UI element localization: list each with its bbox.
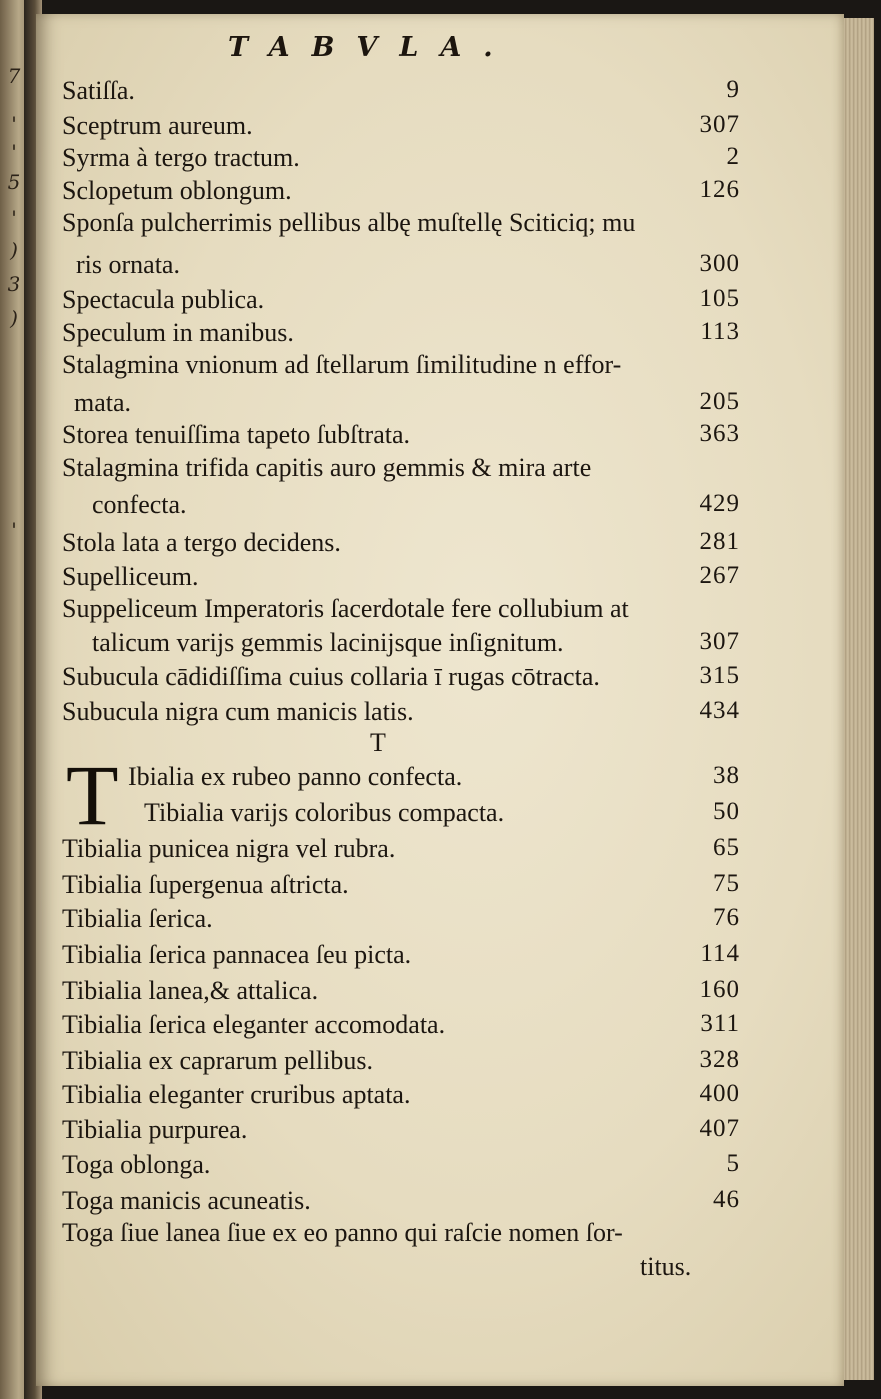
entry-page-number: 363 xyxy=(699,420,740,447)
index-entry xyxy=(62,662,742,698)
entry-page-number: 2 xyxy=(726,143,740,170)
entry-text: Sceptrum aureum. xyxy=(62,111,253,140)
index-entry xyxy=(62,250,742,286)
index-entry xyxy=(62,176,742,212)
entry-text: Supelliceum. xyxy=(62,562,199,591)
entry-text: Stalagmina vnionum ad ſtellarum ſimilitudine n effor- xyxy=(62,350,622,379)
entry-text: Sponſa pulcherrimis pellibus albę muſtellę Sciticiq; mu xyxy=(62,208,636,237)
index-entry xyxy=(62,904,742,940)
index-entry xyxy=(62,388,742,424)
entry-page-number: 113 xyxy=(700,318,740,345)
index-entry xyxy=(62,1080,742,1116)
entry-page-number: 315 xyxy=(699,662,740,689)
index-entry xyxy=(62,1150,742,1186)
margin-stub: ' xyxy=(11,112,17,136)
index-entry xyxy=(62,1218,742,1254)
index-entry xyxy=(62,1115,742,1151)
entry-text: Tibialia ſerica eleganter accomodata. xyxy=(62,1010,446,1039)
entry-text: Toga oblonga. xyxy=(62,1150,211,1179)
entry-page-number: 429 xyxy=(699,490,740,517)
entry-page-number: 5 xyxy=(726,1150,740,1177)
index-entry xyxy=(62,940,742,976)
index-entry xyxy=(62,697,742,733)
index-entry xyxy=(62,834,742,870)
entry-page-number: 65 xyxy=(713,834,740,861)
entry-text: Sclopetum oblongum. xyxy=(62,176,292,205)
index-entry xyxy=(62,350,742,386)
index-entry xyxy=(62,208,742,244)
index-entry xyxy=(62,420,742,456)
index-entry xyxy=(640,1252,740,1288)
entry-text: Subucula nigra cum manicis latis. xyxy=(62,697,414,726)
index-entry xyxy=(62,1010,742,1046)
entry-text: Toga ſiue lanea ſiue ex eo panno qui raſcie nomen ſor- xyxy=(62,1218,623,1247)
index-entry xyxy=(62,490,742,526)
entry-page-number: 311 xyxy=(700,1010,740,1037)
entry-text: Storea tenuiſſima tapeto ſubſtrata. xyxy=(62,420,411,449)
margin-stub: 3 xyxy=(7,272,21,296)
entry-text: Tibialia purpurea. xyxy=(62,1115,248,1144)
margin-stub: ' xyxy=(11,140,17,164)
entry-text: confecta. xyxy=(92,490,187,519)
entry-page-number: 307 xyxy=(699,111,740,138)
entry-page-number: 328 xyxy=(699,1046,740,1073)
entry-page-number: 205 xyxy=(699,388,740,415)
entry-text: ris ornata. xyxy=(76,250,180,279)
entry-page-number: 126 xyxy=(699,176,740,203)
entry-text: Suppeliceum Imperatoris ſacerdotale fere collubium at xyxy=(62,594,629,623)
index-entry xyxy=(62,628,742,664)
entry-text: Tibialia varijs coloribus compacta. xyxy=(144,798,505,827)
entry-page-number: 105 xyxy=(699,285,740,312)
entry-text: Spectacula publica. xyxy=(62,285,265,314)
index-entry xyxy=(62,1186,742,1222)
entry-text: Syrma à tergo tractum. xyxy=(62,143,300,172)
index-entry xyxy=(62,762,742,798)
index-entry xyxy=(62,594,742,630)
drop-initial: T xyxy=(66,747,119,843)
margin-stub: ) xyxy=(10,306,18,330)
entry-page-number: 9 xyxy=(726,76,740,103)
entry-text: Stalagmina trifida capitis auro gemmis & mira arte xyxy=(62,453,592,482)
entry-text: mata. xyxy=(74,388,132,417)
index-entry xyxy=(62,528,742,564)
index-entry xyxy=(62,111,742,147)
index-entry xyxy=(62,1046,742,1082)
entry-text: Toga manicis acuneatis. xyxy=(62,1186,311,1215)
entry-text: Stola lata a tergo decidens. xyxy=(62,528,341,557)
index-entry xyxy=(62,453,742,489)
entry-page-number: 114 xyxy=(700,940,740,967)
index-entry xyxy=(62,143,742,179)
entry-text: Tibialia lanea,& attalica. xyxy=(62,976,319,1005)
entry-text: Satiſſa. xyxy=(62,76,135,105)
entry-text: Tibialia ſerica. xyxy=(62,904,213,933)
entry-text: Tibialia eleganter cruribus aptata. xyxy=(62,1080,411,1109)
entry-text: Speculum in manibus. xyxy=(62,318,294,347)
entry-page-number: 75 xyxy=(713,870,740,897)
entry-text: Tibialia ſerica pannacea ſeu picta. xyxy=(62,940,412,969)
entry-text: Tibialia ex caprarum pellibus. xyxy=(62,1046,373,1075)
index-entry xyxy=(62,976,742,1012)
entry-text: Tibialia ſupergenua aſtricta. xyxy=(62,870,349,899)
index-entry xyxy=(62,562,742,598)
page-header: TABVLA. xyxy=(228,32,515,63)
entry-page-number: 38 xyxy=(713,762,740,789)
index-entry xyxy=(62,798,742,834)
entry-text: Ibialia ex rubeo panno confecta. xyxy=(128,762,463,791)
margin-stub: ' xyxy=(11,206,17,230)
index-entry xyxy=(62,318,742,354)
entry-page-number: 407 xyxy=(699,1115,740,1142)
entry-page-number: 300 xyxy=(699,250,740,277)
margin-stub: 5 xyxy=(7,170,21,194)
entry-page-number: 76 xyxy=(713,904,740,931)
entry-page-number: 400 xyxy=(699,1080,740,1107)
entry-page-number: 281 xyxy=(699,528,740,555)
entry-text: Subucula cādidiſſima cuius collaria ī rugas cōtracta. xyxy=(62,662,600,691)
entry-page-number: 267 xyxy=(699,562,740,589)
index-entry xyxy=(62,870,742,906)
entry-page-number: 307 xyxy=(699,628,740,655)
margin-stub: ' xyxy=(11,518,17,542)
entry-page-number: 160 xyxy=(699,976,740,1003)
index-entry xyxy=(62,76,742,112)
entry-page-number: 50 xyxy=(713,798,740,825)
margin-stub: ) xyxy=(10,238,18,262)
entry-page-number: 434 xyxy=(699,697,740,724)
section-letter: T xyxy=(370,728,386,757)
entry-text: Tibialia punicea nigra vel rubra. xyxy=(62,834,396,863)
entry-text: talicum varijs gemmis lacinijsque inſignitum. xyxy=(92,628,564,657)
index-entry xyxy=(62,285,742,321)
entry-text: titus. xyxy=(640,1252,692,1281)
margin-stub: 7 xyxy=(7,64,21,88)
entry-page-number: 46 xyxy=(713,1186,740,1213)
